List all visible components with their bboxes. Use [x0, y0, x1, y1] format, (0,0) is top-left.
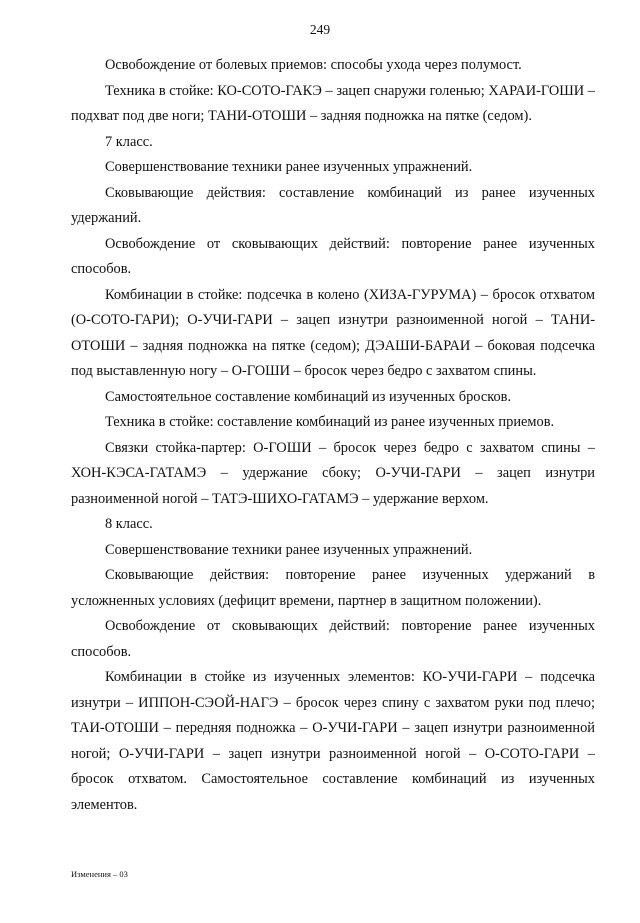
paragraph: Самостоятельное составление комбинаций из изученных бросков.	[105, 388, 512, 405]
paragraph: Комбинации в стойке из изученных элементов: КО-УЧИ-ГАРИ – подсечка изнутри – ИППОН-СЭОЙ-НАГЭ – бросок через спину с захватом руки под плечо; ТАИ-ОТОШИ – передняя подножка – О-УЧИ-ГАРИ – зацеп изнутри разноименной ногой; О-УЧИ-ГАРИ – зацеп изнутри разноименной ногой – О-СОТО-ГАРИ – бросок отхватом. Самостоятельное составление комбинаций из изученных элементов.	[71, 669, 595, 813]
paragraph: Освобождение от сковывающих действий: повторение ранее изученных способов.	[71, 618, 595, 660]
page-number: 249	[309, 22, 331, 37]
paragraph: Связки стойка-партер: О-ГОШИ – бросок через бедро с захватом спины – ХОН-КЭСА-ГАТАМЭ – удержание сбоку; О-УЧИ-ГАРИ – зацеп изнутри разноименной ногой – ТАТЭ-ШИХО-ГАТАМЭ – удержание верхом.	[71, 439, 595, 507]
paragraph: Совершенствование техники ранее изученных упражнений.	[105, 159, 473, 175]
paragraph: Освобождение от болевых приемов: способы ухода через полумост.	[105, 57, 522, 73]
footer-note: Изменения – 03	[71, 869, 128, 879]
paragraph: 8 класс.	[105, 516, 153, 532]
paragraph: Сковывающие действия: повторение ранее изученных удержаний в усложненных условиях (дефицит времени, партнер в защитном положении).	[71, 567, 595, 609]
paragraph: Техника в стойке: составление комбинаций из ранее изученных приемов.	[105, 414, 555, 430]
paragraph: 7 класс.	[105, 133, 153, 150]
paragraph: Сковывающие действия: составление комбинаций из ранее изученных удержаний.	[71, 184, 595, 226]
paragraph: Комбинации в стойке: подсечка в колено (ХИЗА-ГУРУМА) – бросок отхватом (О-СОТО-ГАРИ); О-УЧИ-ГАРИ – зацеп изнутри разноименной ногой – ТАНИ-ОТОШИ – задняя подножка на пятке (седом); ДЭАШИ-БАРАИ – боковая подсечка под выставленную ногу – О-ГОШИ – бросок через бедро с захватом спины.	[71, 286, 595, 379]
paragraph: Совершенствование техники ранее изученных упражнений.	[105, 541, 473, 558]
paragraph: Техника в стойке: КО-СОТО-ГАКЭ – зацеп снаружи голенью; ХАРАИ-ГОШИ – подхват под две ноги; ТАНИ-ОТОШИ – задняя подножка на пятке (седом).	[71, 82, 595, 124]
paragraph: Освобождение от сковывающих действий: повторение ранее изученных способов.	[71, 235, 595, 277]
document-body	[71, 53, 595, 818]
